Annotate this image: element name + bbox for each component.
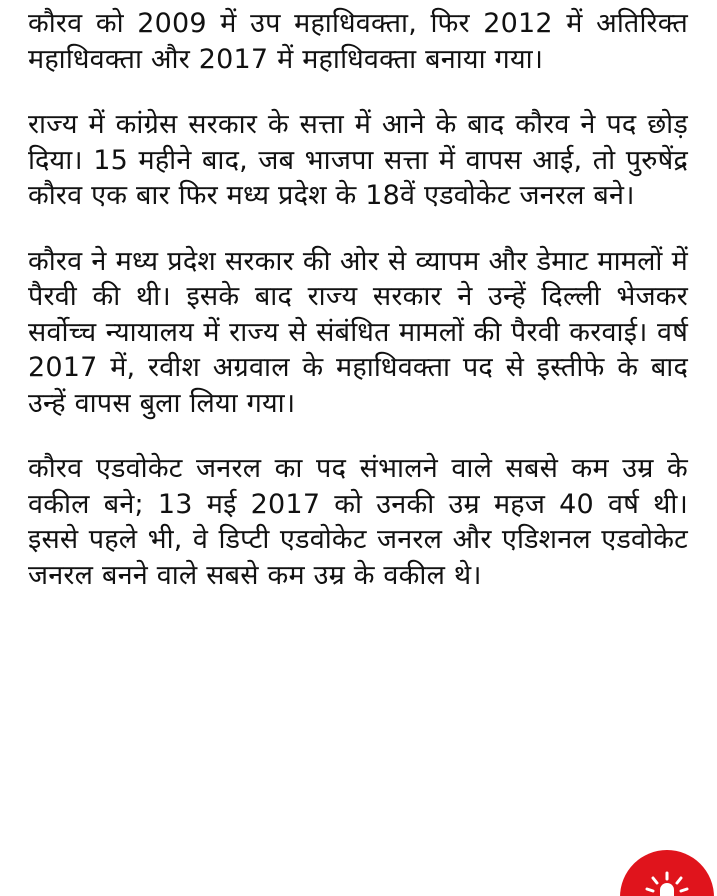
article-paragraph: कौरव ने मध्य प्रदेश सरकार की ओर से व्यापम और डेमाट मामलों में पैरवी की थी। इसके बाद राज्य सरकार ने उन्हें दिल्ली भेजकर सर्वोच्च न्यायालय में राज्य से संबंधित मामलों की पैरवी करवाई। वर्ष 2017 में, रवीश अग्रवाल के महाधिवक्ता पद से इस्तीफे के बाद उन्हें वापस बुला लिया गया।	[28, 245, 688, 419]
article-paragraph: कौरव को 2009 में उप महाधिवक्ता, फिर 2012 में अतिरिक्त महाधिवक्ता और 2017 में महाधिवक्ता बनाया गया।	[28, 8, 688, 75]
article-body	[28, 6, 688, 623]
floating-alert-button[interactable]	[620, 850, 714, 896]
article-paragraph: कौरव एडवोकेट जनरल का पद संभालने वाले सबसे कम उम्र के वकील बने; 13 मई 2017 को उनकी उम्र महज 40 वर्ष थी। इससे पहले भी, वे डिप्टी एडवोकेट जनरल और एडिशनल एडवोकेट जनरल बनने वाले सबसे कम उम्र के वकील थे।	[28, 453, 688, 591]
alert-siren-icon	[644, 870, 690, 896]
article-paragraph: राज्य में कांग्रेस सरकार के सत्ता में आने के बाद कौरव ने पद छोड़ दिया। 15 महीने बाद, जब भाजपा सत्ता में वापस आई, तो पुरुषेंद्र कौरव एक बार फिर मध्य प्रदेश के 18वें एडवोकेट जनरल बने।	[28, 109, 688, 211]
